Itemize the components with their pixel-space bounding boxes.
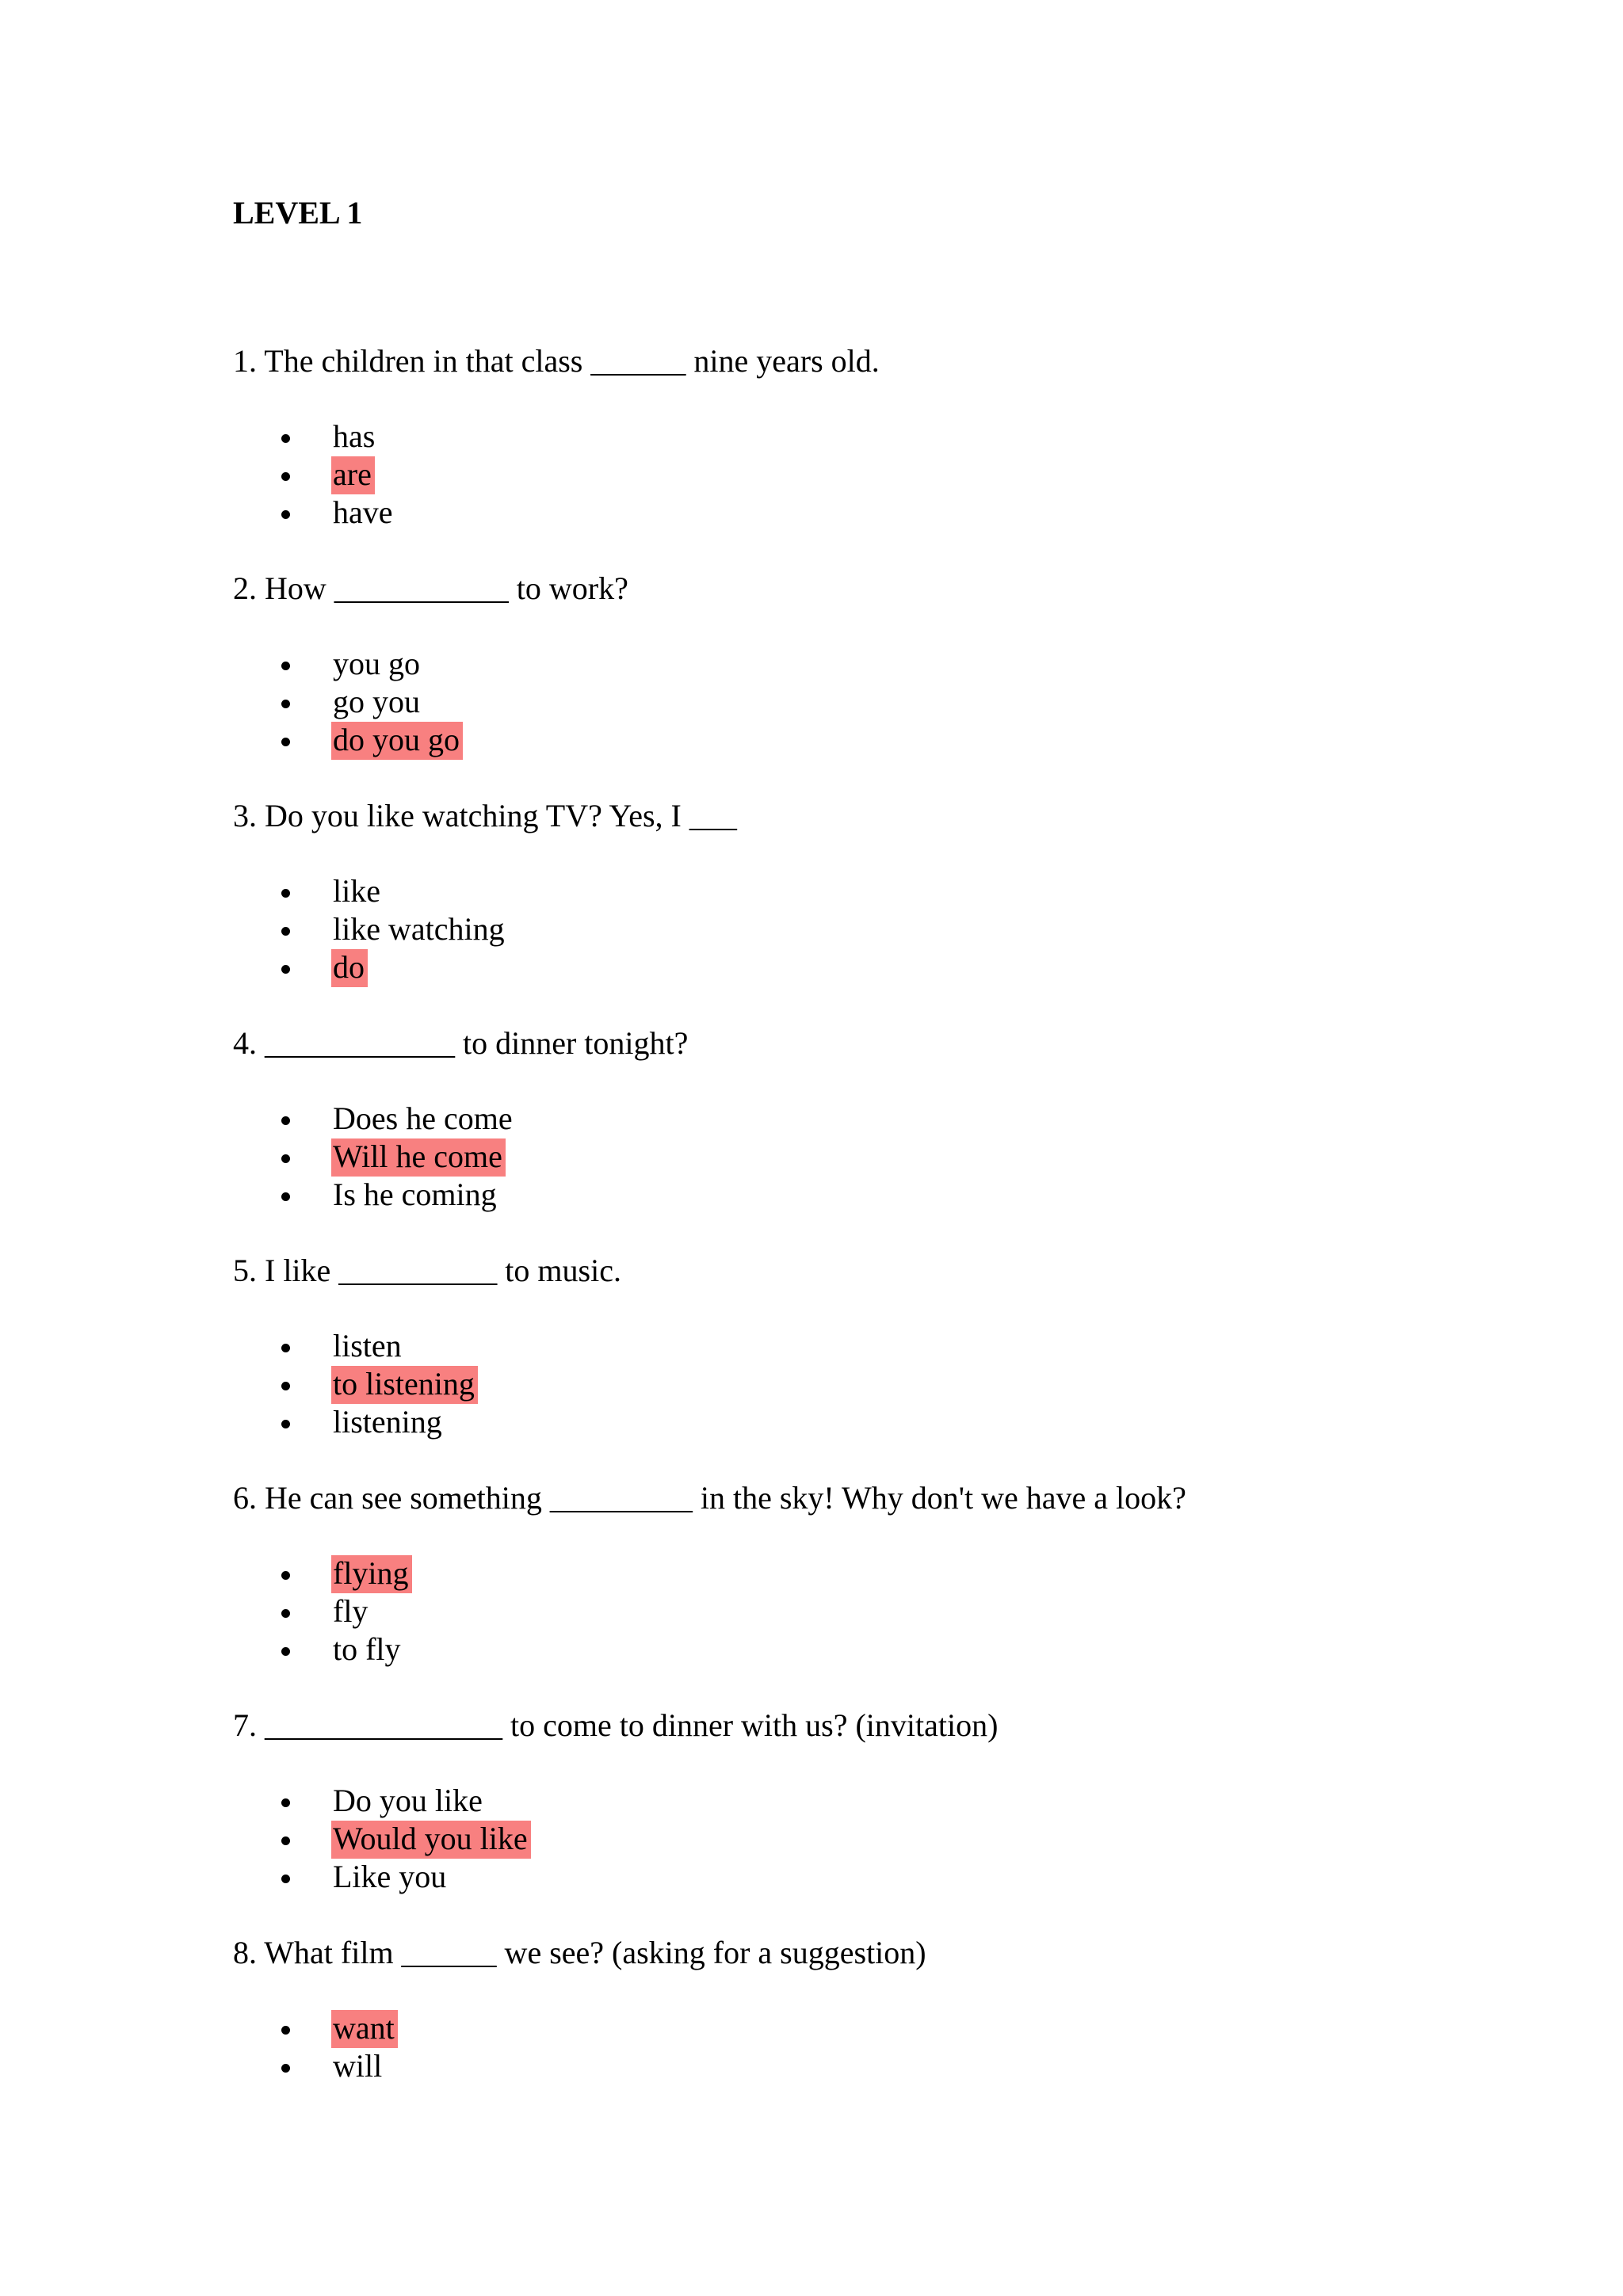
question-text: 6. He can see something _________ in the sky! Why don't we have a look? — [233, 1480, 1186, 1516]
answer-label: Does he come — [333, 1100, 513, 1136]
bullet-icon — [281, 1116, 290, 1125]
bullet-icon — [281, 1836, 290, 1845]
level-title: LEVEL 1 — [233, 195, 363, 231]
bullet-icon — [281, 738, 290, 746]
answer-label: Like you — [333, 1859, 447, 1894]
question-5 — [233, 1252, 1580, 1479]
answer-label: fly — [333, 1593, 369, 1629]
answer-label: do — [331, 949, 368, 987]
quiz-questions — [233, 342, 1580, 2161]
question-6 — [233, 1479, 1580, 1707]
answer-label: like watching — [333, 911, 505, 947]
answer-label: Will he come — [331, 1138, 506, 1177]
answer-label: Do you like — [333, 1783, 483, 1818]
question-8 — [233, 1934, 1580, 2161]
bullet-icon — [281, 927, 290, 936]
answer-label: like — [333, 873, 380, 909]
bullet-icon — [281, 1420, 290, 1428]
bullet-icon — [281, 1571, 290, 1580]
bullet-icon — [281, 1154, 290, 1163]
bullet-icon — [281, 662, 290, 670]
bullet-icon — [281, 889, 290, 898]
bullet-icon — [281, 1382, 290, 1390]
bullet-icon — [281, 510, 290, 519]
question-text: 7. _______________ to come to dinner with us? (invitation) — [233, 1707, 999, 1743]
bullet-icon — [281, 965, 290, 974]
answer-label: want — [331, 2010, 398, 2048]
answer-label: to fly — [333, 1631, 401, 1667]
answer-label: has — [333, 418, 376, 454]
bullet-icon — [281, 1344, 290, 1352]
answer-label: go you — [333, 684, 420, 719]
bullet-icon — [281, 2064, 290, 2073]
question-text: 8. What film ______ we see? (asking for a suggestion) — [233, 1935, 926, 1970]
bullet-icon — [281, 1192, 290, 1201]
answer-label: have — [333, 494, 393, 530]
answer-label: listening — [333, 1404, 442, 1440]
answer-label: Is he coming — [333, 1177, 497, 1212]
answer-label: Would you like — [331, 1821, 531, 1859]
bullet-icon — [281, 1647, 290, 1656]
answer-label: to listening — [331, 1366, 478, 1404]
question-1 — [233, 342, 1580, 570]
answer-label: flying — [331, 1555, 412, 1593]
bullet-icon — [281, 700, 290, 708]
question-text: 4. ____________ to dinner tonight? — [233, 1025, 689, 1061]
bullet-icon — [281, 472, 290, 481]
answer-label: do you go — [331, 722, 463, 760]
question-text: 1. The children in that class ______ nine years old. — [233, 343, 880, 379]
answer-label: you go — [333, 646, 420, 681]
question-3 — [233, 797, 1580, 1024]
bullet-icon — [281, 434, 290, 443]
question-4 — [233, 1024, 1580, 1252]
question-text: 3. Do you like watching TV? Yes, I ___ — [233, 798, 737, 833]
bullet-icon — [281, 1609, 290, 1618]
answer-label: are — [331, 456, 375, 494]
answer-label: will — [333, 2048, 383, 2084]
question-text: 5. I like __________ to music. — [233, 1253, 621, 1288]
bullet-icon — [281, 2026, 290, 2035]
question-7 — [233, 1707, 1580, 1934]
answer-label: listen — [333, 1328, 402, 1363]
question-2 — [233, 570, 1580, 797]
question-text: 2. How ___________ to work? — [233, 570, 628, 606]
bullet-icon — [281, 1798, 290, 1807]
bullet-icon — [281, 1875, 290, 1883]
